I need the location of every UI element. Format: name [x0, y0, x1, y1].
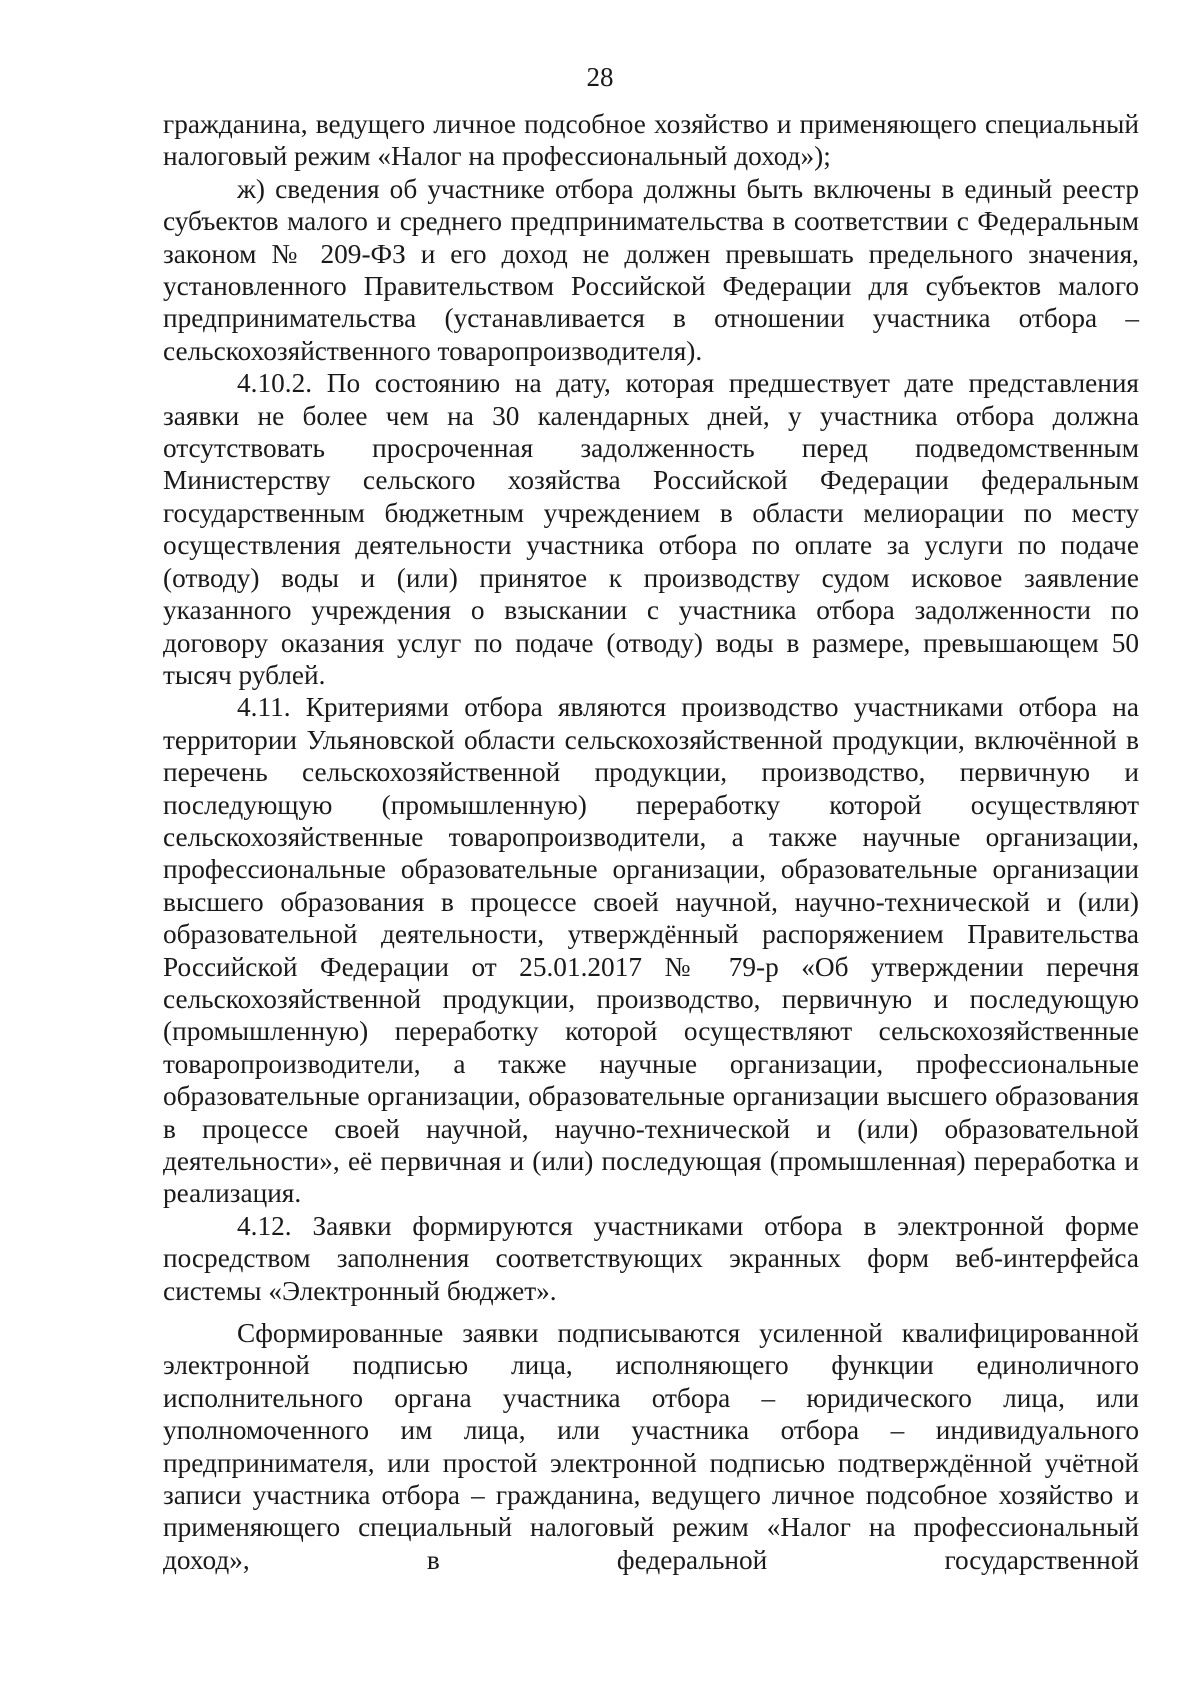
paragraph-signing: Сформированные заявки подписываются усиленной квалифицированной электронной подписью лица, исполняющего функции единоличного исполнительного органа участника отбора – юридического лица, или уполномоченного им лица, или участника отбора – индивидуального предпринимателя, или простой электронной подписью подтверждённой учётной записи участника отбора – гражданина, ведущего личное подсобное хозяйство и применяющего специальный налоговый режим «Налог на профессиональный доход», в федеральной государственной	[163, 1318, 1139, 1575]
paragraph-4-10-2: 4.10.2. По состоянию на дату, которая предшествует дате представления заявки не более чем на 30 календарных дней, у участника отбора должна отсутствовать просроченная задолженность перед подведомственным Министерству сельского хозяйства Российской Федерации федеральным государственным бюджетным учреждением в области мелиорации по месту осуществления деятельности участника отбора по оплате за услуги по подаче (отводу) воды и (или) принятое к производству судом исковое заявление указанного учреждения о взыскании с участника отбора задолженности по договору оказания услуг по подаче (отводу) воды в размере, превышающем 50 тысяч рублей.	[163, 368, 1139, 690]
paragraph-4-11: 4.11. Критериями отбора являются производство участниками отбора на территории Ульяновской области сельскохозяйственной продукции, включённой в перечень сельскохозяйственной продукции, производство, первичную и последующую (промышленную) переработку которой осуществляют сельскохозяйственные товаропроизводители, а также научные организации, профессиональные образовательные организации, образовательные организации высшего образования в процессе своей научной, научно-технической и (или) образовательной деятельности, утверждённый распоряжением Правительства Российской Федерации от 25.01.2017 № 79-р «Об утверждении перечня сельскохозяйственной продукции, производство, первичную и последующую (промышленную) переработку которой осуществляют сельскохозяйственные товаропроизводители, а также научные организации, профессиональные образовательные организации, образовательные организации высшего образования в процессе своей научной, научно-технической и (или) образовательной деятельности», её первичная и (или) последующая (промышленная) переработка и реализация.	[163, 692, 1139, 1209]
document-body	[163, 108, 1139, 1576]
paragraph-4-12: 4.12. Заявки формируются участниками отбора в электронной форме посредством заполнения соответствующих экранных форм веб-интерфейса системы «Электронный бюджет».	[163, 1210, 1139, 1306]
page-number: 28	[586, 62, 614, 92]
paragraph-item-zh: ж) сведения об участнике отбора должны быть включены в единый реестр субъектов малого и среднего предпринимательства в соответствии с Федеральным законом № 209-ФЗ и его доход не должен превышать предельного значения, установленного Правительством Российской Федерации для субъектов малого предпринимательства (устанавливается в отношении участника отбора – сельскохозяйственного товаропроизводителя).	[163, 173, 1139, 366]
paragraph-continuation: гражданина, ведущего личное подсобное хозяйство и применяющего специальный налоговый режим «Налог на профессиональный доход»);	[163, 109, 1139, 172]
